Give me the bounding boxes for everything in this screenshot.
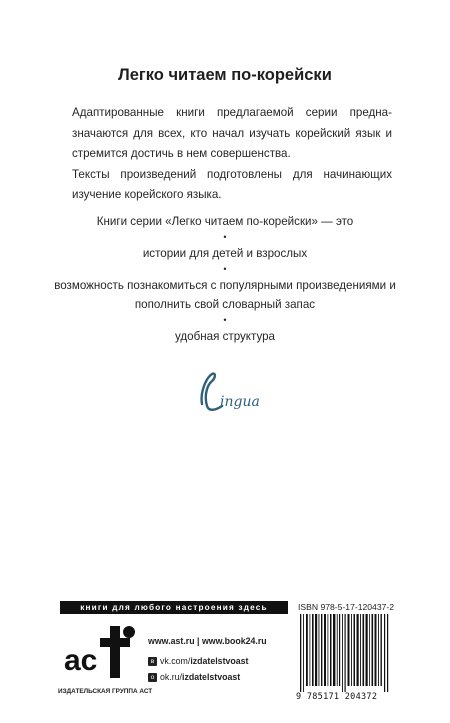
publisher-caption: ИЗДАТЕЛЬСКАЯ ГРУППА АСТ — [58, 688, 153, 695]
svg-text:ingua: ingua — [220, 394, 260, 410]
ast-logo-icon — [60, 622, 140, 682]
intro-text — [72, 103, 392, 206]
lingua-logo — [0, 368, 450, 422]
barcode-icon — [298, 614, 390, 692]
bullet-icon: • — [223, 264, 227, 274]
vk-icon: в — [148, 657, 157, 666]
vk-link[interactable] — [148, 656, 249, 666]
ok-link[interactable] — [148, 672, 240, 682]
vk-handle: izdatelstvoast — [190, 656, 249, 666]
ok-prefix: ok.ru/ — [160, 672, 183, 682]
isbn-label: ISBN 978-5-17-120437-2 — [298, 602, 395, 612]
ok-handle: izdatelstvoast — [182, 672, 241, 682]
slogan-band: книги для любого настроения здесь — [60, 601, 288, 614]
lingua-logo-mark — [190, 368, 260, 416]
feature-item-2: возможность познакомиться с популярными произведениями и пополнить свой словарный запас — [54, 279, 396, 311]
svg-text:ас: ас — [64, 644, 98, 677]
intro-paragraph-2: Тексты произведений подготовлены для начинающих изучение корейского языка. — [72, 167, 392, 201]
website-links[interactable]: www.ast.ru | www.book24.ru — [148, 636, 267, 646]
features-lead: Книги серии «Легко читаем по-корейски» — это — [96, 215, 354, 228]
book-series-title: Легко читаем по-корейски — [118, 66, 332, 84]
bullet-icon: • — [223, 315, 227, 325]
ok-icon: о — [148, 673, 157, 682]
bullet-icon: • — [223, 232, 227, 242]
barcode-number: 9 785171 204372 — [296, 692, 378, 702]
intro-paragraph-1: Адаптированные книги предлагаемой серии предна-значаются для всех, кто начал изучать корейский язык и стремится достичь в нем совершенства. — [72, 106, 392, 160]
feature-item-3: удобная структура — [174, 330, 276, 343]
feature-item-1: истории для детей и взрослых — [142, 247, 308, 260]
features-list — [50, 212, 400, 346]
vk-prefix: vk.com/ — [160, 656, 191, 666]
